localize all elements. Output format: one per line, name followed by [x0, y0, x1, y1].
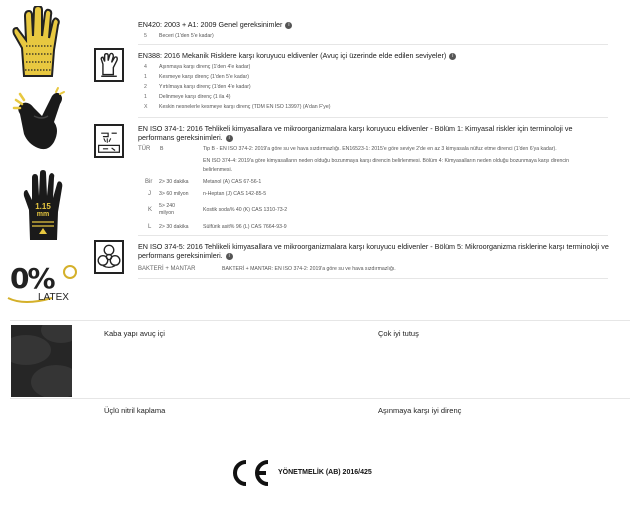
- type-label: TÜR: [138, 146, 151, 152]
- type-desc-line: EN ISO 374-4: 2019'a göre kimyasalların neden olduğu bozunmaya karşı direncin belirlenmesi. Bölüm 4: Kimyasalların neden olduğu bozunmaya karşı direncin: [203, 158, 570, 164]
- level-code: 2: [144, 84, 147, 90]
- info-icon[interactable]: i: [226, 135, 233, 142]
- latex-percent: 0%: [10, 262, 54, 295]
- divider: [138, 44, 608, 45]
- chemical-time: 3> 60 milyon: [159, 191, 189, 197]
- en420-title: EN420: 2003 + A1: 2009 Genel gereksinimler: [138, 20, 283, 29]
- regulation-text: YÖNETMELİK (AB) 2016/425: [278, 469, 372, 476]
- chemical-time: 2> 30 dakika: [159, 224, 189, 230]
- latex-word: LATEX: [38, 292, 69, 303]
- touchscreen-glove-icon: [12, 86, 68, 156]
- chemical-name: n-Heptan (J) CAS 142-85-5: [203, 191, 267, 197]
- chemical-risk-pictogram: [94, 124, 124, 158]
- dexterity-glove-icon: [10, 6, 62, 78]
- type-value: B: [160, 146, 164, 152]
- info-icon[interactable]: i: [449, 53, 456, 60]
- en388-title-line: [138, 51, 456, 60]
- level-text: Aşınmaya karşı direnç (1'den 4'e kadar): [159, 64, 251, 70]
- chemical-time: 2> 30 dakika: [159, 179, 189, 185]
- level-code: 1: [144, 74, 147, 80]
- mechanical-risk-pictogram: [94, 48, 124, 82]
- ce-mark-icon: [228, 458, 272, 488]
- biohazard-pictogram: [94, 240, 124, 274]
- info-icon[interactable]: i: [285, 22, 292, 29]
- level-code: 5: [144, 33, 147, 39]
- thickness-unit: mm: [36, 211, 50, 218]
- chemical-name: Metanol (A) CAS 67-56-1: [203, 179, 262, 185]
- level-code: X: [144, 104, 148, 110]
- chemical-name: Sülfürik asit% 96 (L) CAS 7664-93-9: [203, 224, 287, 230]
- chemical-code: Bir: [145, 179, 153, 185]
- chemical-code: L: [148, 224, 152, 230]
- thickness-glove-icon: [22, 170, 64, 242]
- divider: [138, 117, 608, 118]
- feature-label: Kaba yapı avuç içi: [104, 329, 165, 338]
- divider: [138, 278, 608, 279]
- palm-texture-image: [11, 325, 72, 397]
- level-text: Yırtılmaya karşı direnç (1'den 4'e kadar): [159, 84, 251, 90]
- feature-label: Aşınmaya karşı iyi direnç: [378, 406, 462, 415]
- en374-5-title-text: EN ISO 374-5: 2016 Tehlikeli kimyasallara ve mikroorganizmalara karşı koruyucu eldivenler - Bölüm 5: Mikroorganizma risklerine karşı terminoloji ve performans gereksinimleri.: [138, 242, 609, 260]
- chemical-name: Kostik soda% 40 (K) CAS 1310-73-2: [203, 207, 288, 213]
- features-divider: [10, 320, 630, 321]
- en388-title: EN388: 2016 Mekanik Risklere karşı koruyucu eldivenler (Avuç içi üzerinde elde edilen seviyeler): [138, 51, 447, 60]
- level-text: Kesmeye karşı direnç (1'den 5'e kadar): [159, 74, 249, 80]
- level-code: 4: [144, 64, 147, 70]
- level-text: Beceri (1'den 5'e kadar): [159, 33, 214, 39]
- feature-label: Çok iyi tutuş: [378, 329, 419, 338]
- feature-label: Üçlü nitril kaplama: [104, 406, 166, 415]
- latex-free-badge: [4, 262, 80, 308]
- chemical-time: 5> 240 milyon: [159, 203, 176, 216]
- features-divider: [10, 398, 630, 399]
- en374-5-title: [138, 242, 638, 260]
- level-text: Delinmeye karşı direnç (1 ila 4): [159, 94, 231, 100]
- chemical-code: K: [148, 207, 153, 213]
- bacteria-label: BAKTERİ + MANTAR: [138, 266, 196, 272]
- divider: [138, 235, 608, 236]
- en374-1-title-text: EN ISO 374-1: 2016 Tehlikeli kimyasallara ve mikroorganizmalara karşı koruyucu eldivenler - Bölüm 1: Kimyasal riskler için terminoloji ve performans gereksinimleri.: [138, 124, 573, 142]
- bacteria-text: BAKTERİ + MANTAR: EN ISO 374-2: 2019'a göre su ve hava sızdırmazlığı.: [222, 266, 396, 272]
- en374-1-title: [138, 124, 610, 142]
- en420-title-line: [138, 20, 292, 29]
- type-desc-line: belirlenmesi.: [203, 167, 233, 173]
- thickness-value: 1.15: [35, 202, 51, 211]
- level-code: 1: [144, 94, 147, 100]
- type-desc-line: Tip B - EN ISO 374-2: 2019'a göre su ve hava sızdırmazlığı. EN16523-1: 2015'e göre seviye 2'de en az 3 kimyasala nüfuz etme direnci (1'den 6'ya kadar).: [203, 146, 557, 152]
- info-icon[interactable]: i: [226, 253, 233, 260]
- chemical-code: J: [148, 191, 151, 197]
- level-text: Keskin nesnelerle kesmeye karşı direnç (TDM EN ISO 13997) (A'dan F'ye): [159, 104, 331, 110]
